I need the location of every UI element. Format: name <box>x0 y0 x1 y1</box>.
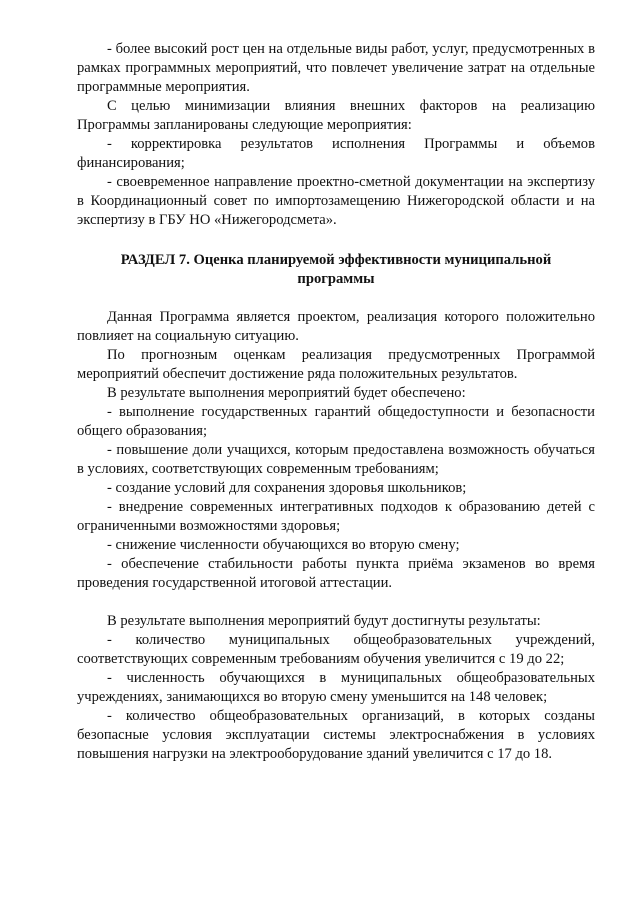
paragraph-mitigation-intro: С целью минимизации влияния внешних факторов на реализацию Программы запланированы следующие мероприятия: <box>77 98 595 133</box>
list-item: - численность обучающихся в муниципальных общеобразовательных учреждениях, занимающихся во вторую смену уменьшится на 148 человек; <box>77 670 595 705</box>
list-item: - внедрение современных интегративных подходов к образованию детей с ограниченными возможностями здоровья; <box>77 499 595 534</box>
paragraph-ensured-intro: В результате выполнения мероприятий будет обеспечено: <box>107 385 466 401</box>
list-item: - создание условий для сохранения здоровья школьников; <box>107 480 467 496</box>
list-item: - обеспечение стабильности работы пункта приёма экзаменов во время проведения государственной итоговой аттестации. <box>77 556 595 591</box>
list-item: - выполнение государственных гарантий общедоступности и безопасности общего образования; <box>77 404 595 439</box>
paragraph-mitigation-item: - корректировка результатов исполнения Программы и объемов финансирования; <box>77 136 595 171</box>
list-item: - количество общеобразовательных организаций, в которых созданы безопасные условия эксплуатации системы электроснабжения в условиях повышения нагрузки на электрооборудование зданий увеличится с 17 до 18. <box>77 708 595 762</box>
paragraph-forecast: По прогнозным оценкам реализация предусмотренных Программой мероприятий обеспечит достижение ряда положительных результатов. <box>77 347 595 382</box>
paragraph-results-intro: В результате выполнения мероприятий будут достигнуты результаты: <box>107 613 541 629</box>
paragraph-price-risk: - более высокий рост цен на отдельные виды работ, услуг, предусмотренных в рамках программных мероприятий, что повлечет увеличение затрат на отдельные программные мероприятия. <box>77 41 595 95</box>
paragraph-effect-intro: Данная Программа является проектом, реализация которого положительно повлияет на социальную ситуацию. <box>77 309 595 344</box>
list-item: - повышение доли учащихся, которым предоставлена возможность обучаться в условиях, соответствующих современным требованиям; <box>77 442 595 477</box>
section-heading: РАЗДЕЛ 7. Оценка планируемой эффективности муниципальной программы <box>120 252 552 287</box>
document-page <box>77 40 595 764</box>
list-item: - количество муниципальных общеобразовательных учреждений, соответствующих современным требованиям обучения увеличится с 19 до 22; <box>77 632 595 667</box>
paragraph-mitigation-item: - своевременное направление проектно-сметной документации на экспертизу в Координационный совет по импортозамещению Нижегородской области и на экспертизу в ГБУ НО «Нижегородсмета». <box>77 174 595 228</box>
list-item: - снижение численности обучающихся во вторую смену; <box>107 537 460 553</box>
